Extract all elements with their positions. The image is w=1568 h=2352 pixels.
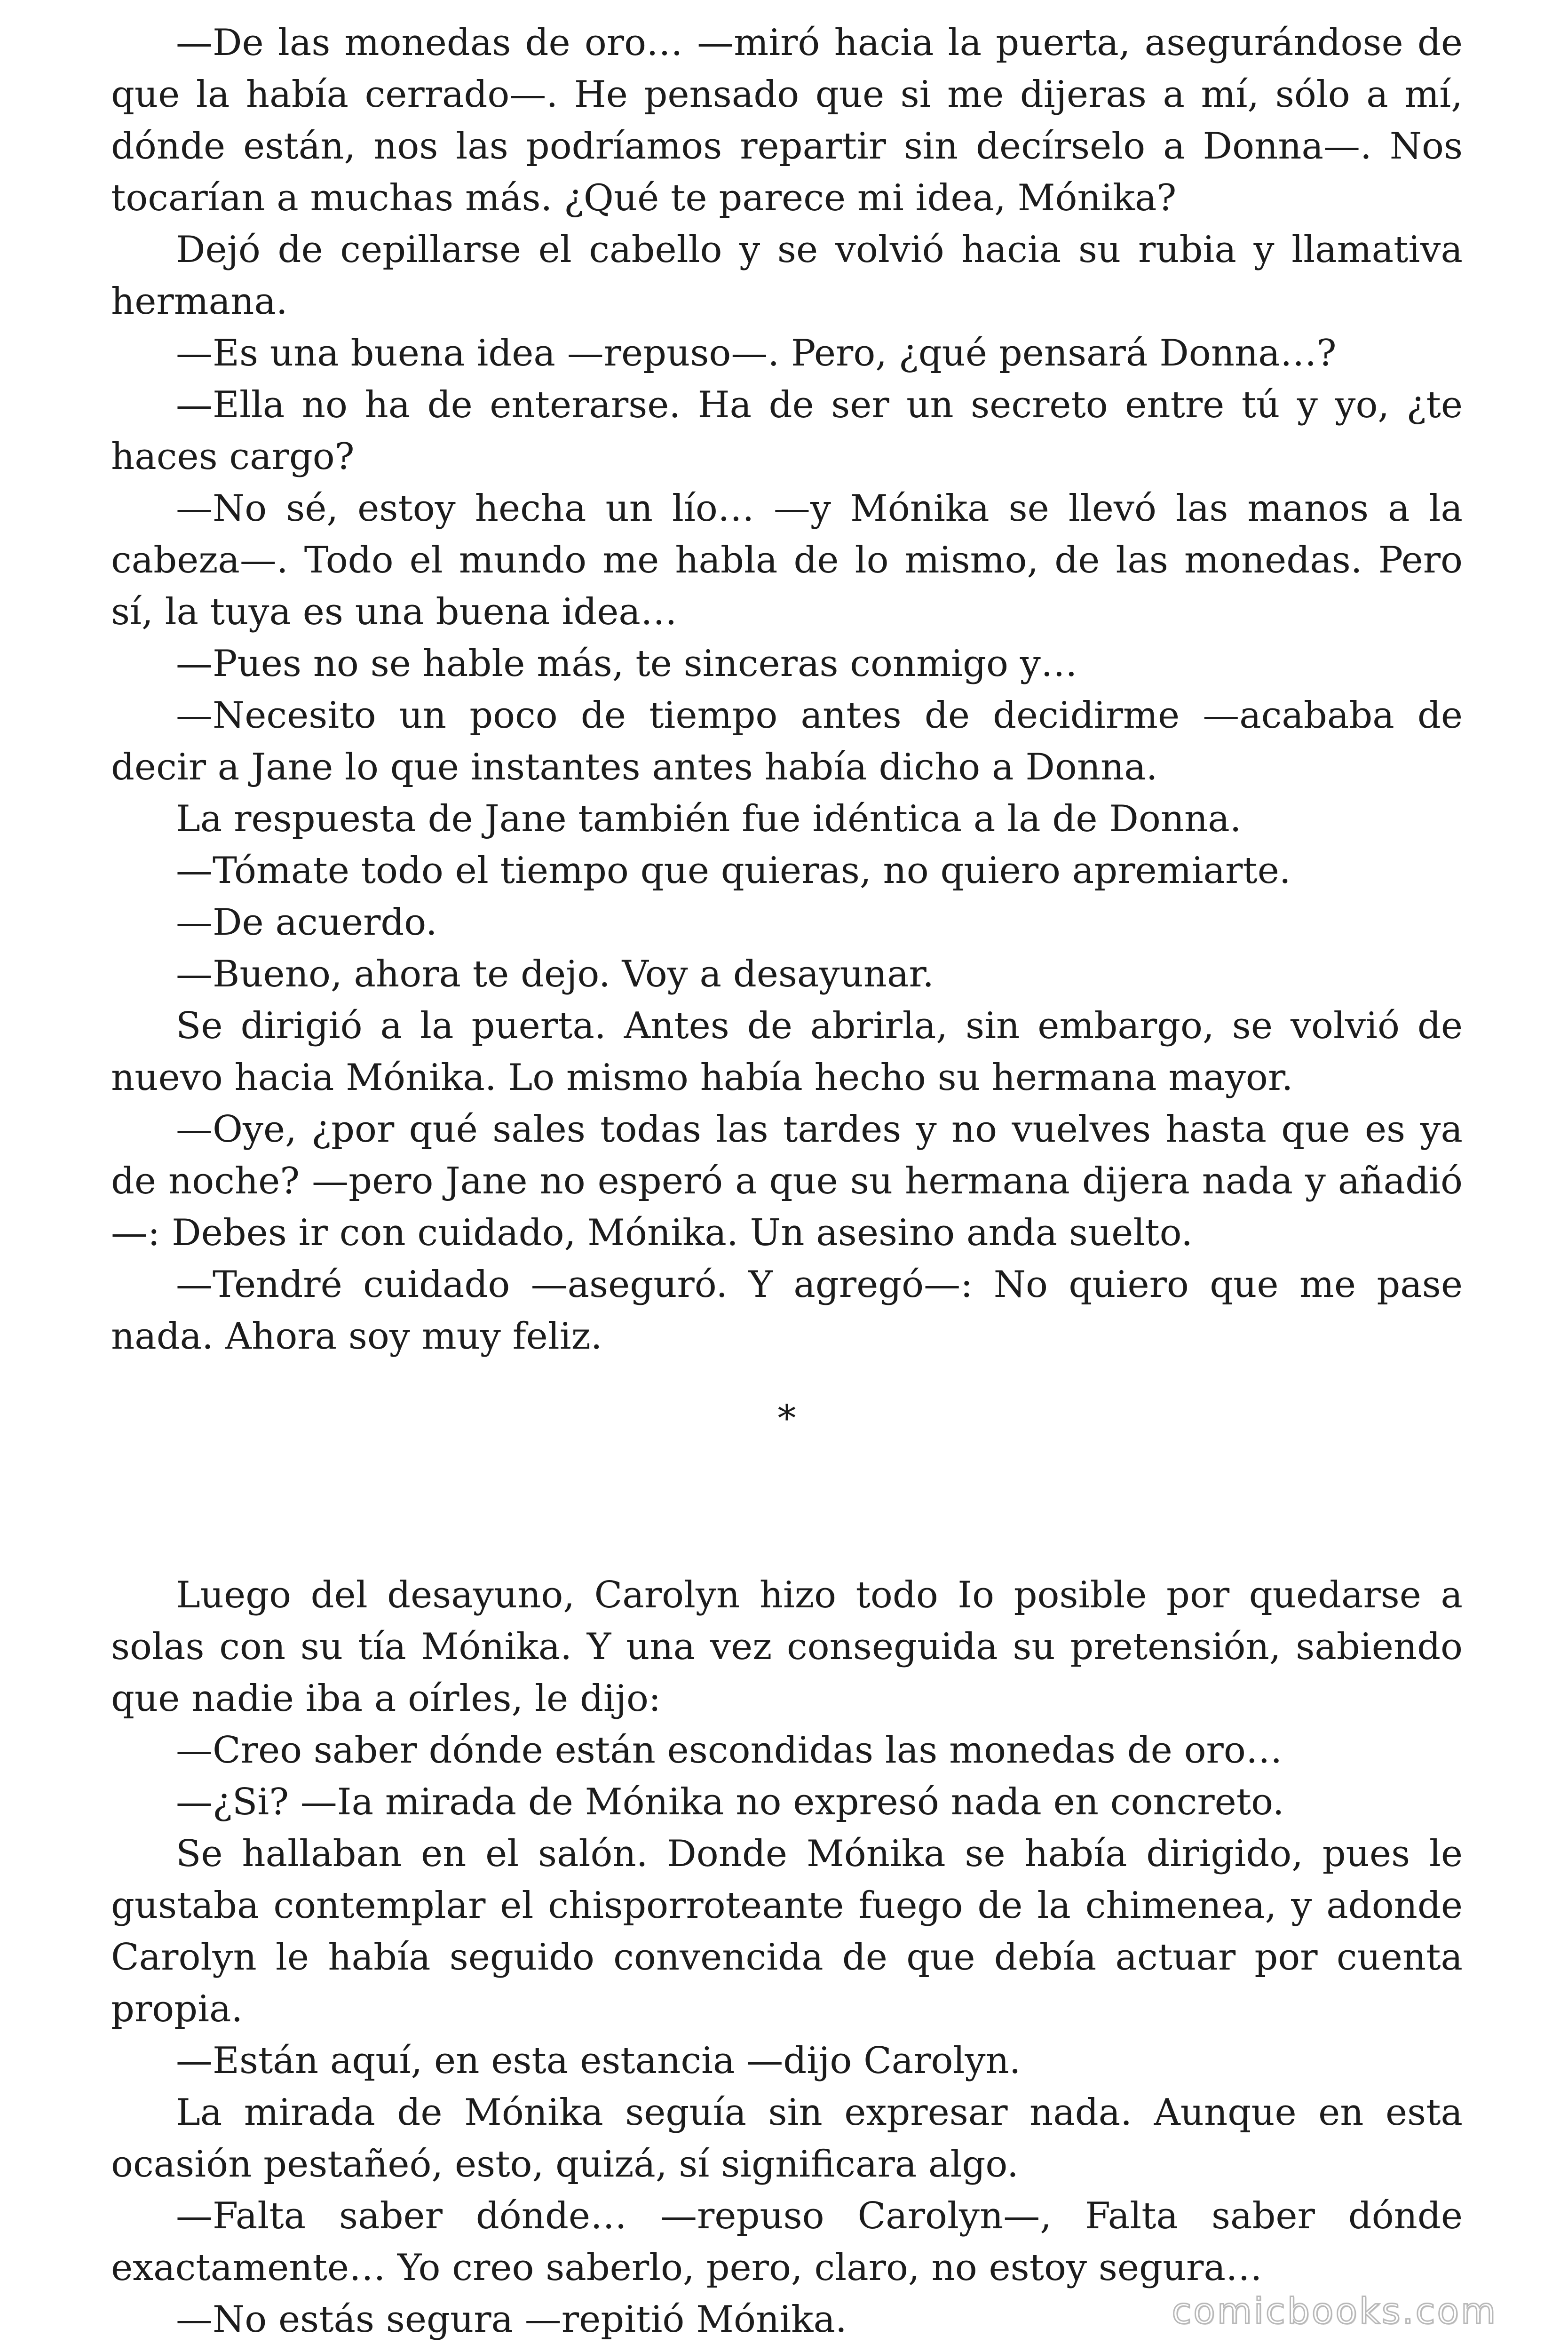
- paragraph: La respuesta de Jane también fue idéntica a la de Donna.: [176, 798, 1242, 840]
- paragraph: —No estás segura —repitió Mónika.: [176, 2298, 847, 2341]
- paragraph: —De las monedas de oro… —miró hacia la puerta, asegurándose de que la había cerrado—. He pensado que si me dijeras a mí, sólo a mí, dónde están, nos las podríamos repartir sin decírselo a Donna—. Nos tocarían a muchas más. ¿Qué te parece mi idea, Mónika?: [111, 22, 1463, 219]
- page-text: [111, 17, 1463, 2345]
- scene-break: *: [777, 1398, 796, 1440]
- paragraph: —Están aquí, en esta estancia —dijo Carolyn.: [176, 2040, 1021, 2082]
- paragraph: —Tómate todo el tiempo que quieras, no quiero apremiarte.: [176, 850, 1291, 892]
- paragraph: —¿Si? —Ia mirada de Mónika no expresó nada en concreto.: [176, 1781, 1284, 1823]
- paragraph: —Necesito un poco de tiempo antes de decidirme —acababa de decir a Jane lo que instantes antes había dicho a Donna.: [111, 694, 1463, 788]
- paragraph: —Creo saber dónde están escondidas las monedas de oro…: [176, 1729, 1283, 1772]
- paragraph: Dejó de cepillarse el cabello y se volvió hacia su rubia y llamativa hermana.: [111, 229, 1463, 323]
- paragraph: —Ella no ha de enterarse. Ha de ser un secreto entre tú y yo, ¿te haces cargo?: [111, 384, 1463, 478]
- watermark: comicbooks.com: [1172, 2290, 1497, 2332]
- paragraph: —De acuerdo.: [176, 901, 437, 944]
- paragraph: —No sé, estoy hecha un lío… —y Mónika se llevó las manos a la cabeza—. Todo el mundo me habla de lo mismo, de las monedas. Pero sí, la tuya es una buena idea…: [111, 487, 1463, 633]
- paragraph: Se dirigió a la puerta. Antes de abrirla, sin embargo, se volvió de nuevo hacia Mónika. Lo mismo había hecho su hermana mayor.: [111, 1005, 1463, 1099]
- paragraph: La mirada de Mónika seguía sin expresar nada. Aunque en esta ocasión pestañeó, esto, quizá, sí significara algo.: [111, 2091, 1463, 2185]
- paragraph: —Pues no se hable más, te sinceras conmigo y…: [176, 643, 1077, 685]
- paragraph: —Falta saber dónde… —repuso Carolyn—, Falta saber dónde exactamente… Yo creo saberlo, pero, claro, no estoy segura…: [111, 2195, 1463, 2289]
- paragraph: —Oye, ¿por qué sales todas las tardes y no vuelves hasta que es ya de noche? —pero Jane no esperó a que su hermana dijera nada y añadió—: Debes ir con cuidado, Mónika. Un asesino anda suelto.: [111, 1108, 1463, 1254]
- paragraph: Luego del desayuno, Carolyn hizo todo Io posible por quedarse a solas con su tía Mónika. Y una vez conseguida su pretensión, sabiendo que nadie iba a oírles, le dijo:: [111, 1574, 1463, 1720]
- paragraph: —Tendré cuidado —aseguró. Y agregó—: No quiero que me pase nada. Ahora soy muy feliz.: [111, 1263, 1463, 1358]
- paragraph: —Bueno, ahora te dejo. Voy a desayunar.: [176, 953, 934, 995]
- paragraph: Se hallaban en el salón. Donde Mónika se había dirigido, pues le gustaba contemplar el chisporroteante fuego de la chimenea, y adonde Carolyn le había seguido convencida de que debía actuar por cuenta propia.: [111, 1833, 1463, 2030]
- paragraph: —Es una buena idea —repuso—. Pero, ¿qué pensará Donna…?: [176, 332, 1337, 374]
